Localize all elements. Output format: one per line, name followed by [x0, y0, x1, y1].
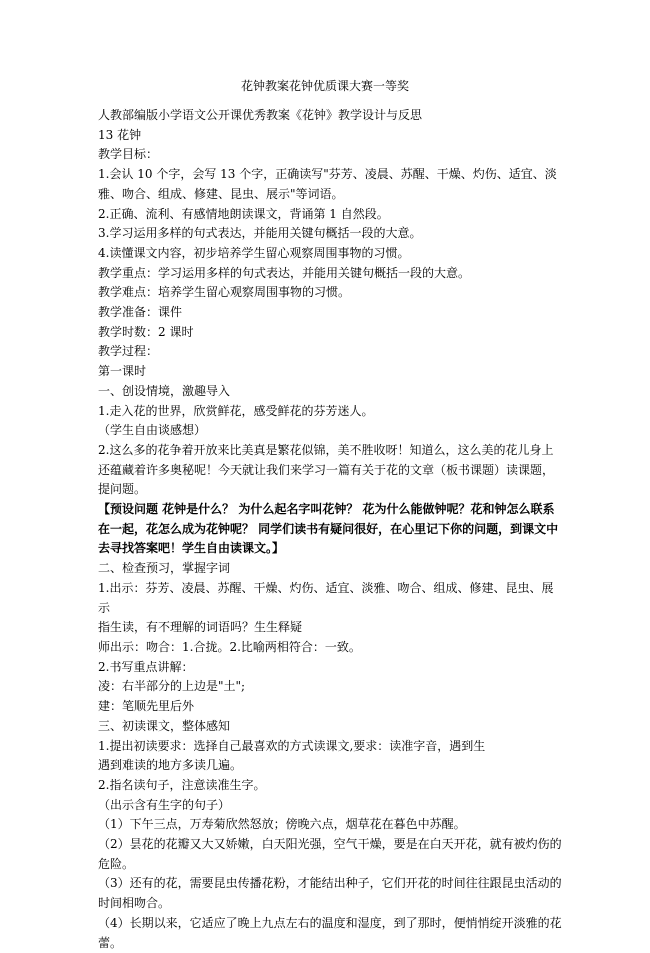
paragraph: 教学目标： [98, 147, 159, 162]
paragraph: 1.出示：芬芳、凌晨、苏醒、干燥、灼伤、适宜、淡雅、吻合、组成、修建、昆虫、展示 [98, 580, 554, 615]
paragraph: 13 花钟 [98, 127, 142, 142]
paragraph: 二、检查预习，掌握字词 [98, 561, 231, 576]
document-title: 花钟教案花钟优质课大赛一等奖 [240, 79, 409, 93]
paragraph: 教学难点：培养学生留心观察周围事物的习惯。 [98, 285, 351, 300]
paragraph: 建：笔顺先里后外 [98, 699, 195, 714]
paragraph: 2.正确、流利、有感情地朗读课文，背诵第 1 自然段。 [98, 206, 389, 221]
paragraph: 凌：右半部分的上边是"土"; [98, 679, 246, 694]
paragraph: 三、初读课文，整体感知 [98, 718, 231, 733]
paragraph: 2.书写重点讲解： [98, 659, 194, 674]
paragraph: 指生读，有不理解的词语吗？生生释疑 [98, 620, 303, 635]
paragraph: 教学过程： [98, 344, 159, 359]
paragraph: 1.会认 10 个字，会写 13 个字，正确读写"芬芳、凌晨、苏醒、干燥、灼伤、适宜、淡雅、吻合、组成、修建、昆虫、展示"等词语。 [98, 167, 557, 201]
paragraph: 3.学习运用多样的句式表达，并能用关键句概括一段的大意。 [98, 226, 422, 241]
paragraph: 1.提出初读要求：选择自己最喜欢的方式读课文,要求：读准字音，遇到生 [98, 738, 486, 753]
paragraph: 师出示：吻合：1.合拢。2.比喻两相符合：一致。 [98, 639, 361, 654]
paragraph: 遇到难读的地方多读几遍。 [98, 758, 243, 773]
paragraph: 教学准备：课件 [98, 305, 183, 320]
paragraph: 4.读懂课文内容，初步培养学生留心观察周围事物的习惯。 [98, 245, 410, 260]
paragraph: （2）昙花的花瓣又大又娇嫩，白天阳光强，空气干燥，要是在白天开花，就有被灼伤的危险。 [98, 837, 562, 871]
paragraph: 教学时数：2 课时 [98, 324, 194, 339]
paragraph: 2.指名读句子，注意读准生字。 [98, 777, 266, 792]
paragraph: 2.这么多的花争着开放来比美真是繁花似锦，美不胜收呀！知道么，这么美的花儿身上还蕴藏着许多奥秘呢！今天就让我们来学习一篇有关于花的文章（板书课题）读课题，提问题。 [98, 442, 555, 497]
paragraph: 第一课时 [98, 364, 147, 379]
paragraph: 教学重点：学习运用多样的句式表达，并能用关键句概括一段的大意。 [98, 265, 471, 280]
paragraph: （1）下午三点，万寿菊欣然怒放；傍晚六点，烟草花在暮色中苏醒。 [98, 817, 466, 832]
paragraph: （4）长期以来，它适应了晚上九点左右的温度和湿度，到了那时，便悄悄绽开淡雅的花蕾。 [98, 915, 562, 950]
paragraph: 【预设问题 花钟是什么？ 为什么起名字叫花钟？ 花为什么能做钟呢？花和钟怎么联系在一起，花怎么成为花钟呢？ 同学们读书有疑问很好，在心里记下你的问题，到课文中去寻找答案吧！学生自由读课文。】 [98, 502, 559, 556]
paragraph: 一、创设情境，激趣导入 [98, 383, 231, 398]
paragraph: （3）还有的花，需要昆虫传播花粉，才能结出种子，它们开花的时间往往跟昆虫活动的时间相吻合。 [98, 876, 562, 911]
document-body [98, 106, 563, 953]
paragraph: （学生自由谈感想） [98, 423, 207, 438]
paragraph: 1.走入花的世界，欣赏鲜花，感受鲜花的芬芳迷人。 [98, 403, 374, 418]
paragraph: （出示含有生字的句子） [98, 797, 231, 812]
paragraph: 人教部编版小学语文公开课优秀教案《花钟》教学设计与反思 [98, 108, 423, 122]
